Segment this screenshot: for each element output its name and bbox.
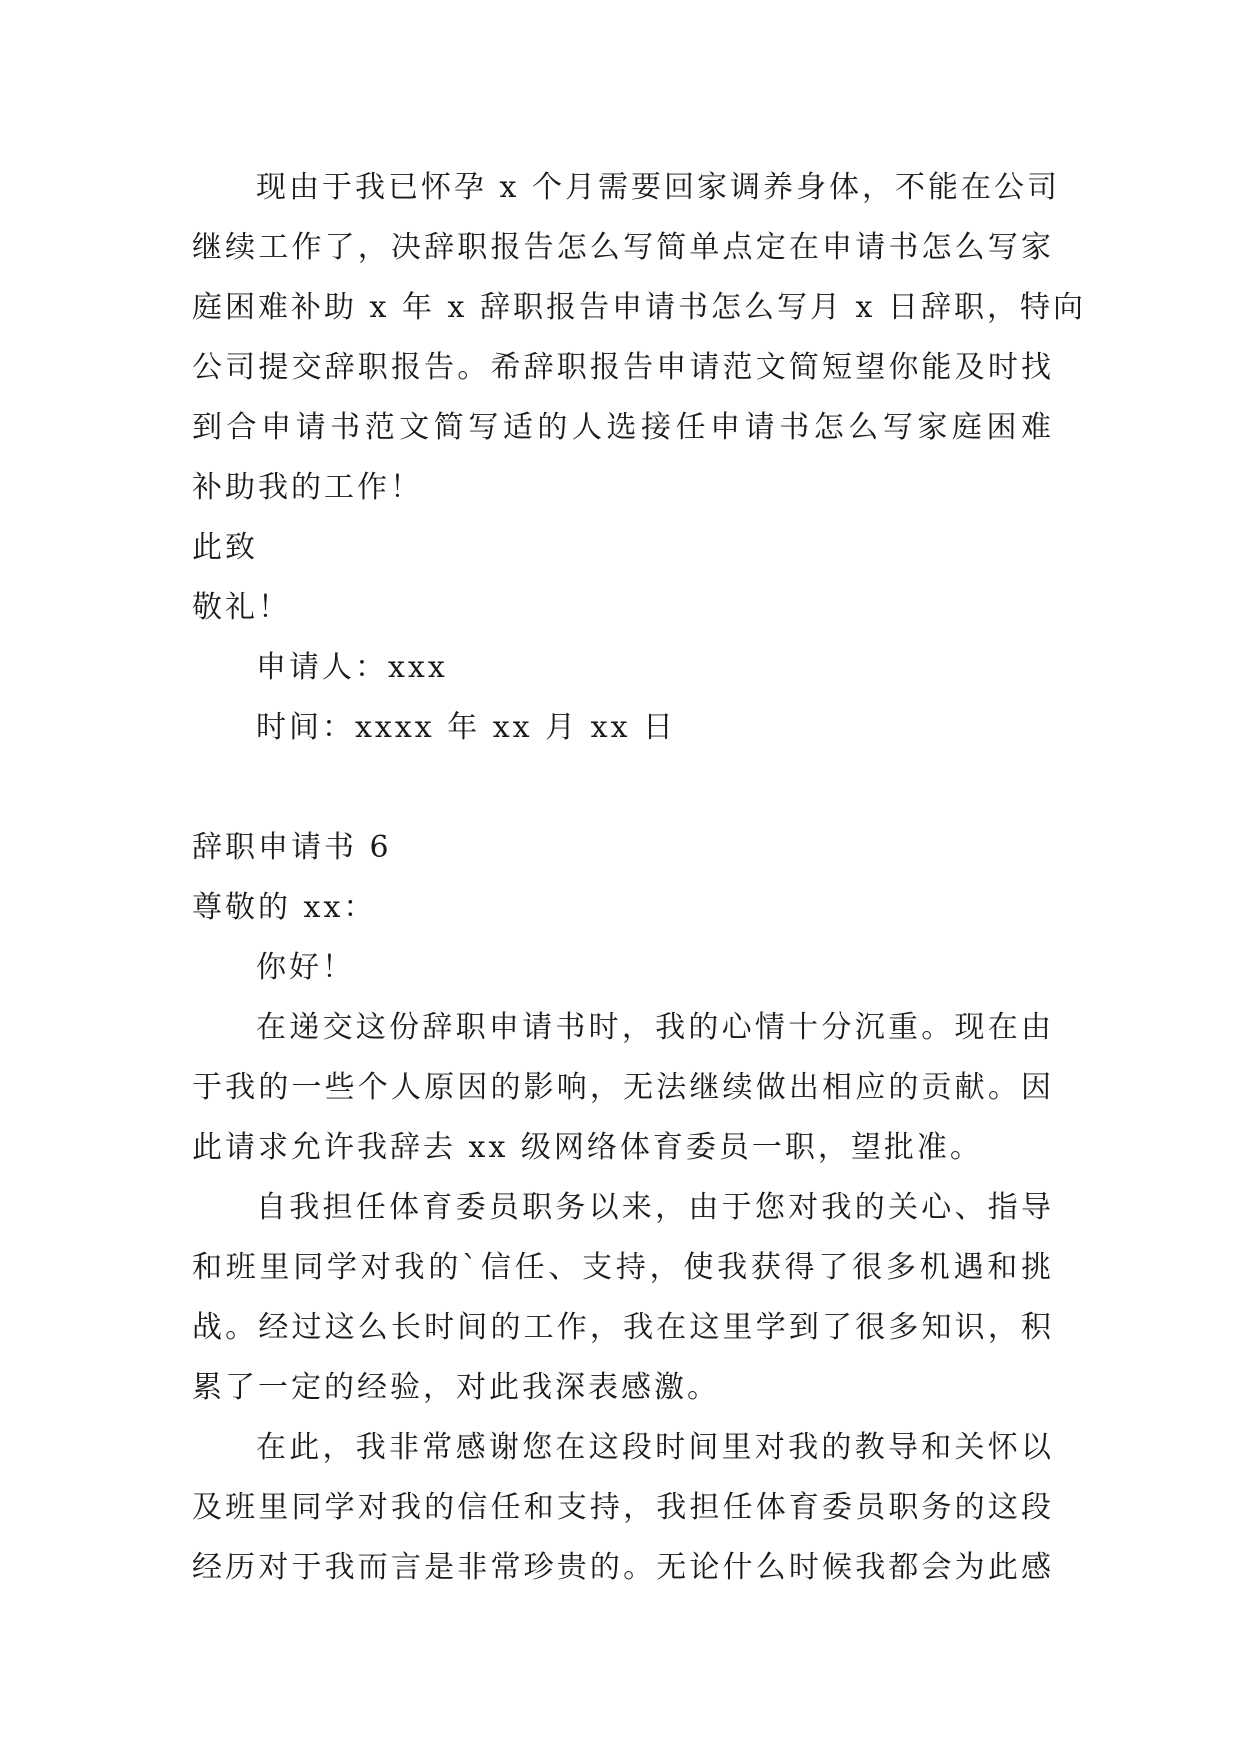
applicant-line: 申请人：xxx [256, 650, 448, 685]
text-line: 庭困难补助 x 年 x 辞职报告申请书怎么写月 x 日辞职，特向 [192, 290, 1086, 325]
salutation: 尊敬的 xx： [192, 890, 377, 925]
text-line: 补助我的工作！ [192, 470, 423, 505]
text-line: 继续工作了，决辞职报告怎么写简单点定在申请书怎么写家 [192, 230, 1054, 265]
text-line: 于我的一些个人原因的影响，无法继续做出相应的贡献。因 [192, 1070, 1054, 1105]
text-line: 现由于我已怀孕 x 个月需要回家调养身体，不能在公司 [256, 170, 1060, 205]
letter5-paragraph [192, 158, 1086, 518]
section-gap [192, 758, 1054, 818]
text-line: 在递交这份辞职申请书时，我的心情十分沉重。现在由 [256, 1010, 1054, 1045]
text-line: 此请求允许我辞去 xx 级网络体育委员一职，望批准。 [192, 1130, 983, 1165]
text-line: 自我担任体育委员职务以来，由于您对我的关心、指导 [256, 1190, 1054, 1225]
document-page [192, 158, 1086, 1598]
text-line: 和班里同学对我的`信任、支持，使我获得了很多机遇和挑 [192, 1250, 1054, 1285]
text-line: 到合申请书范文简写适的人选接任申请书怎么写家庭困难 [192, 410, 1054, 445]
letter6-paragraph-2 [192, 1178, 1054, 1418]
text-line: 公司提交辞职报告。希辞职报告申请范文简短望你能及时找 [192, 350, 1054, 385]
letter6-paragraph-1 [192, 998, 1054, 1178]
text-line: 战。经过这么长时间的工作，我在这里学到了很多知识，积 [192, 1310, 1054, 1345]
text-line: 经历对于我而言是非常珍贵的。无论什么时候我都会为此感 [192, 1550, 1054, 1585]
text-line: 及班里同学对我的信任和支持，我担任体育委员职务的这段 [192, 1490, 1054, 1525]
letter6-paragraph-3 [192, 1418, 1054, 1598]
date-line: 时间：xxxx 年 xx 月 xx 日 [256, 710, 677, 745]
text-line: 累了一定的经验，对此我深表感激。 [192, 1370, 720, 1405]
letter-title: 辞职申请书 6 [192, 830, 392, 865]
greeting: 你好！ [256, 950, 355, 985]
text-line: 在此，我非常感谢您在这段时间里对我的教导和关怀以 [256, 1430, 1054, 1465]
closing-line: 此致 [192, 530, 258, 565]
closing-line: 敬礼！ [192, 590, 291, 625]
